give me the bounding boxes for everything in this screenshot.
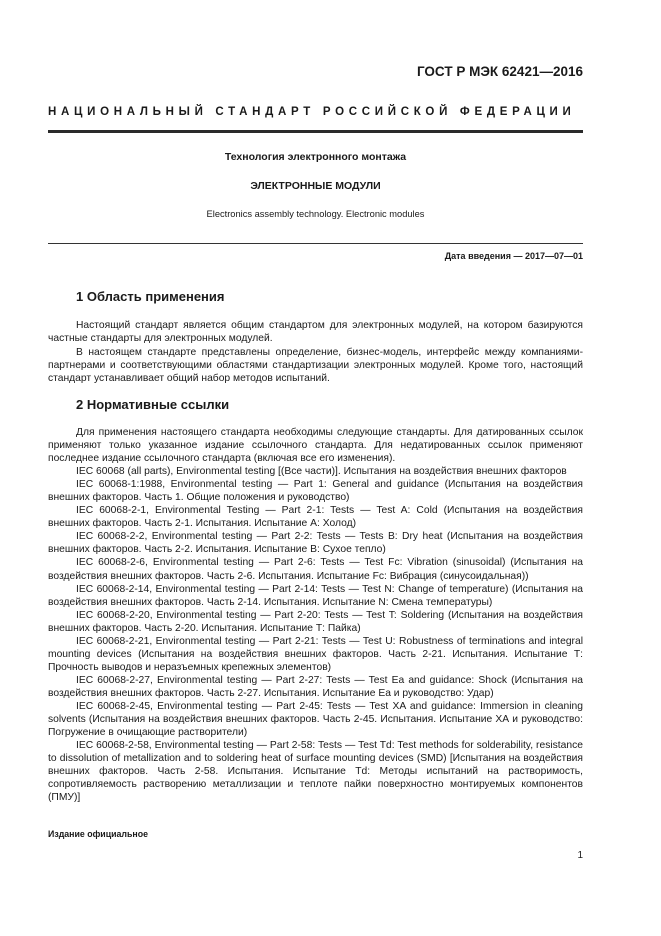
title-rule [48, 243, 583, 244]
title-main: ЭЛЕКТРОННЫЕ МОДУЛИ [250, 180, 381, 192]
section-1-paragraph: Настоящий стандарт является общим стандартом для электронных модулей, на котором базируются частные стандарты для электронных модулей. [48, 320, 583, 345]
title-subtitle: Технология электронного монтажа [224, 151, 407, 163]
header-rule [48, 130, 583, 133]
reference-item: IEC 60068-2-20, Environmental testing — Part 2-20: Tests — Test T: Soldering (Испытания на воздействия внешних факторов. Часть 2-20. Испытания. Испытание Т: Пайка) [48, 609, 583, 634]
references-intro: Для применения настоящего стандарта необходимы следующие стандарты. Для датированных ссылок применяют только указанное издание ссылочного стандарта. Для недатированных ссылок применяют последнее издание ссылочного стандарта (включая все его изменения). [48, 427, 583, 465]
reference-item: IEC 60068-2-58, Environmental testing — Part 2-58: Tests — Test Td: Test methods for solderability, resistance to dissolution of metallization and to soldering heat of surface mounting devices (SMD) [Испытания на воздействия внешних факторов. Часть 2-58. Испытания. Испытание Td: Методы испытаний на растворимость, сопротивляемость растворению металлизации и теплоте пайки поверхностно монтируемых компонентов (ПМУ)] [48, 740, 583, 804]
national-standard-banner: НАЦИОНАЛЬНЫЙ СТАНДАРТ РОССИЙСКОЙ ФЕДЕРАЦИИ [48, 106, 576, 118]
edition-label: Издание официальное [48, 829, 148, 839]
intro-date: Дата введения — 2017—07—01 [444, 251, 583, 261]
reference-item: IEC 60068-2-27, Environmental testing — Part 2-27: Tests — Test Ea and guidance: Shock (Испытания на воздействия внешних факторов. Часть 2-27. Испытания. Испытание Еа и руководство: Удар) [48, 674, 583, 699]
references-list [48, 426, 583, 804]
title-english: Electronics assembly technology. Electronic modules [206, 209, 425, 219]
reference-item: IEC 60068 (all parts), Environmental testing [(Все части)]. Испытания на воздействия внешних факторов [76, 466, 567, 478]
reference-item: IEC 60068-2-21, Environmental testing — Part 2-21: Tests — Test U: Robustness of terminations and integral mounting devices (Испытания на воздействия внешних факторов. Часть 2-21. Испытания. Испытание Т: Прочность выводов и неразъемных крепежных элементов) [48, 635, 583, 673]
page-number: 1 [577, 850, 583, 861]
reference-item: IEC 60068-1:1988, Environmental testing — Part 1: General and guidance (Испытания на воздействия внешних факторов. Часть 1. Общие положения и руководство) [48, 479, 583, 504]
section-1-heading: 1 Область применения [76, 289, 225, 304]
reference-item: IEC 60068-2-1, Environmental Testing — Part 2-1: Tests — Test A: Cold (Испытания на воздействия внешних факторов. Часть 2-1. Испытания. Испытание А: Холод) [48, 505, 583, 530]
reference-item: IEC 60068-2-2, Environmental testing — Part 2-2: Tests — Tests B: Dry heat (Испытания на воздействия внешних факторов. Часть 2-2. Испытания. Испытание В: Сухое тепло) [48, 531, 583, 556]
reference-item: IEC 60068-2-45, Environmental testing — Part 2-45: Tests — Test XA and guidance: Immersion in cleaning solvents (Испытания на воздействия внешних факторов. Часть 2-45. Испытания. Испытание ХА и руководство: Погружение в очищающие растворители) [48, 700, 583, 739]
section-1-paragraph: В настоящем стандарте представлены определение, бизнес-модель, интерфейс между компаниями-партнерами и соответствующими областями стандартизации электронных модулей. Кроме того, настоящий стандарт устанавливает общий набор методов испытаний. [48, 347, 583, 385]
standard-code: ГОСТ Р МЭК 62421—2016 [416, 64, 583, 79]
reference-item: IEC 60068-2-14, Environmental testing — Part 2-14: Tests — Test N: Change of temperature) (Испытания на воздействия внешних факторов. Часть 2-14. Испытания. Испытание N: Смена температуры) [48, 583, 583, 608]
reference-item: IEC 60068-2-6, Environmental testing — Part 2-6: Tests — Test Fc: Vibration (sinusoidal) (Испытания на воздействия внешних факторов. Часть 2-6. Испытания. Испытание Fc: Вибрация (синусоидальная)) [48, 557, 583, 582]
section-2-heading: 2 Нормативные ссылки [76, 397, 230, 412]
